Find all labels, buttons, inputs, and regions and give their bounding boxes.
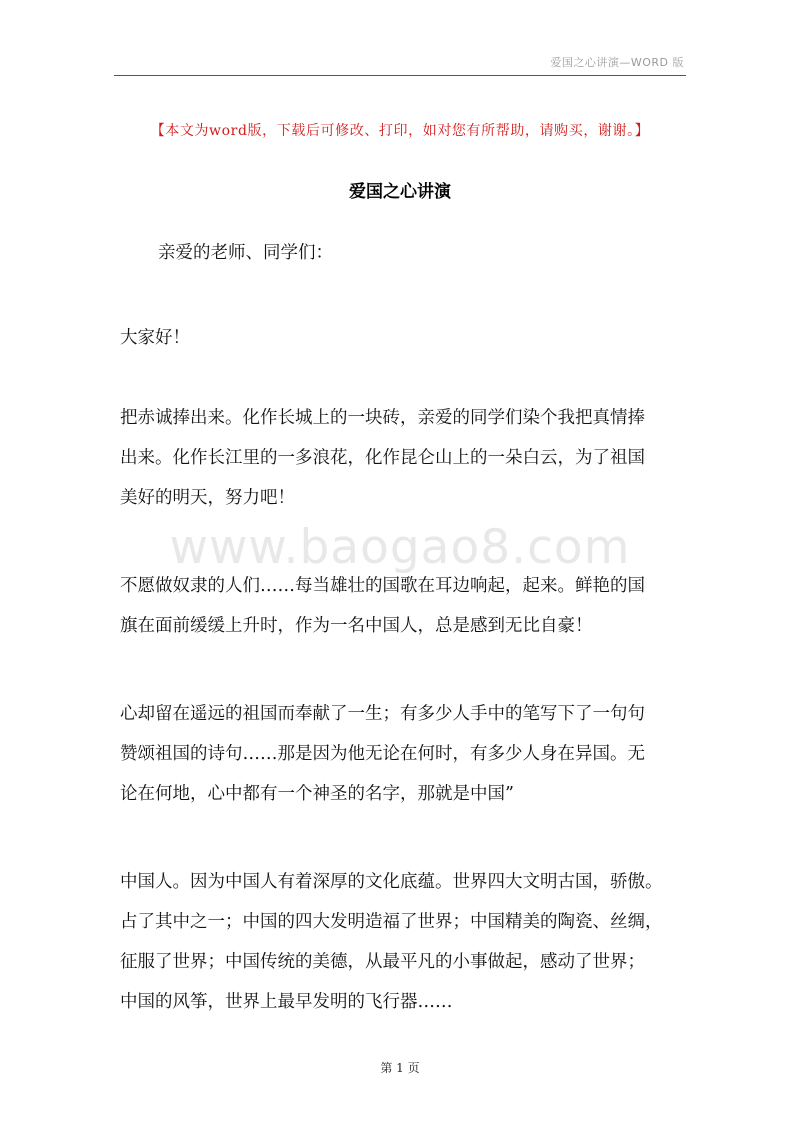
paragraph-line: 赞颂祖国的诗句……那是因为他无论在何时，有多少人身在异国。无 bbox=[120, 744, 645, 764]
paragraph-1 bbox=[120, 318, 686, 358]
paragraph-line: 中国的风筝，世界上最早发明的飞行器…… bbox=[120, 992, 453, 1012]
paragraph-line: 把赤诚捧出来。化作长城上的一块砖，亲爱的同学们染个我把真情捧 bbox=[120, 408, 645, 428]
running-header: 爱国之心讲演—WORD 版 bbox=[550, 56, 684, 69]
document-title: 爱国之心讲演 bbox=[349, 182, 451, 202]
paragraph-line: 心却留在遥远的祖国而奉献了一生；有多少人手中的笔写下了一句句 bbox=[120, 704, 645, 724]
paragraph-4 bbox=[120, 694, 686, 814]
paragraph-5 bbox=[120, 862, 686, 1022]
purchase-notice: 【本文为word版，下载后可修改、打印，如对您有所帮助，请购买，谢谢。】 bbox=[150, 123, 650, 139]
paragraph-line: 论在何地，心中都有一个神圣的名字，那就是中国” bbox=[120, 784, 514, 804]
page-number: 第 1 页 bbox=[380, 1061, 420, 1075]
paragraph-3 bbox=[120, 566, 686, 646]
paragraph-line: 出来。化作长江里的一多浪花，化作昆仑山上的一朵白云，为了祖国 bbox=[120, 448, 645, 468]
greeting bbox=[120, 233, 686, 273]
paragraph-line: 大家好！ bbox=[120, 328, 190, 348]
paragraph-line: 美好的明天，努力吧！ bbox=[120, 488, 295, 508]
paragraph-line: 不愿做奴隶的人们……每当雄壮的国歌在耳边响起，起来。鲜艳的国 bbox=[120, 576, 645, 596]
paragraph-line: 旗在面前缓缓上升时，作为一名中国人，总是感到无比自豪！ bbox=[120, 616, 593, 636]
header-rule bbox=[114, 75, 686, 76]
greeting-line: 亲爱的老师、同学们： bbox=[158, 243, 333, 263]
paragraph-line: 征服了世界；中国传统的美德，从最平凡的小事做起，感动了世界； bbox=[120, 952, 645, 972]
watermark: www.baogao8.com bbox=[169, 520, 631, 575]
paragraph-2 bbox=[120, 398, 686, 518]
paragraph-line: 占了其中之一；中国的四大发明造福了世界；中国精美的陶瓷、丝绸， bbox=[120, 912, 663, 932]
paragraph-line: 中国人。因为中国人有着深厚的文化底蕴。世界四大文明古国，骄傲。 bbox=[120, 872, 663, 892]
